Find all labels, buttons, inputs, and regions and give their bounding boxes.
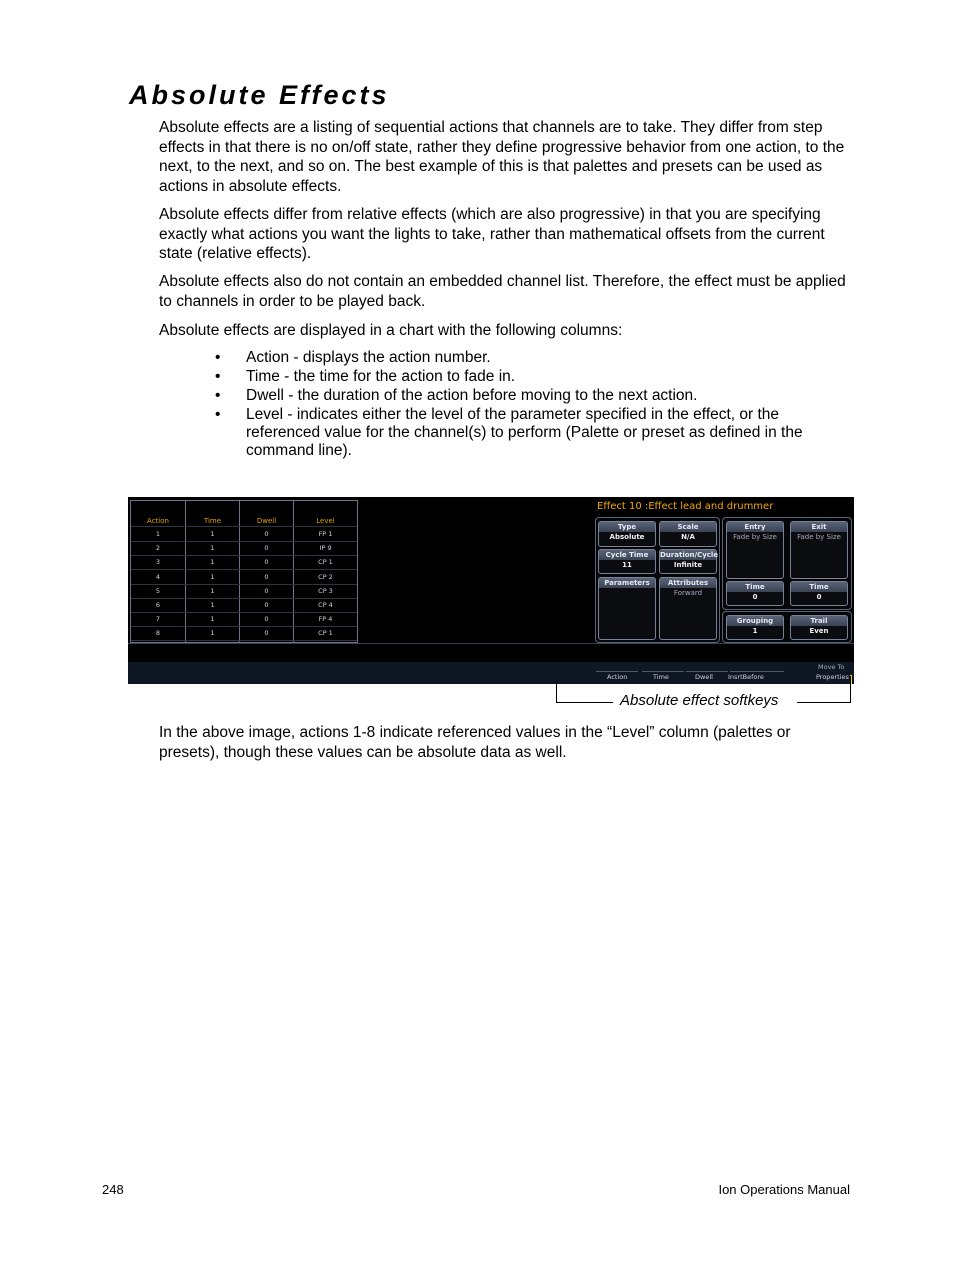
table-cell: 1: [210, 601, 215, 609]
attributes-value: Forward: [673, 589, 703, 597]
entry-time-button[interactable]: [726, 581, 784, 606]
table-row-line: [131, 584, 357, 585]
callout-bracket-left: [556, 682, 557, 702]
table-cell: 1: [210, 544, 215, 553]
table-cell: 0: [264, 629, 269, 638]
table-cell: CP 2: [318, 572, 333, 581]
table-cell: CP 3: [318, 586, 333, 595]
bullet-text: Action - displays the action number.: [246, 349, 491, 366]
table-row-line: [131, 555, 357, 556]
grouping-button[interactable]: [726, 615, 784, 640]
softkey-insert-before[interactable]: InsrtBefore: [728, 673, 764, 681]
table-cell: 0: [264, 558, 269, 567]
bullet-glyph: •: [215, 387, 221, 404]
type-value: Absolute: [609, 533, 645, 541]
table-cell: 0: [264, 544, 269, 553]
entry-button[interactable]: [726, 521, 784, 579]
scale-label: Scale: [660, 522, 716, 532]
console-screenshot: [128, 497, 854, 684]
cycle-time-button[interactable]: [598, 549, 656, 574]
type-label: Type: [599, 522, 655, 532]
exit-value: Fade by Size: [797, 533, 841, 541]
table-row-line: [131, 569, 357, 570]
table-cell: 8: [155, 629, 161, 638]
referenced-values-paragraph: In the above image, actions 1-8 indicate referenced values in the “Level” column (palettes or presets), though these values can be absolute data as well.: [159, 724, 791, 761]
attributes-button[interactable]: [659, 577, 717, 640]
table-cell: 0: [264, 530, 269, 538]
table-cell: 0: [264, 615, 269, 624]
exit-label: Exit: [791, 522, 847, 532]
softkey-time[interactable]: Time: [653, 673, 669, 681]
table-cell: 0: [264, 601, 269, 609]
table-cell: IP 9: [319, 544, 332, 553]
duration-cycle-value: Infinite: [673, 561, 703, 569]
entry-time-value: 0: [752, 593, 758, 601]
table-row-line: [131, 612, 357, 613]
bullet-text: Dwell - the duration of the action before moving to the next action.: [246, 387, 698, 404]
table-header-level: Level: [316, 517, 335, 525]
table-cell: 1: [210, 572, 215, 581]
chart-columns-paragraph: Absolute effects are displayed in a chart with the following columns:: [159, 322, 623, 339]
duration-cycle-label: Duration/Cycle: [660, 551, 719, 559]
softkey-separator: [642, 671, 684, 672]
softkey-dwell[interactable]: Dwell: [695, 673, 713, 681]
softkey-separator: [730, 671, 784, 672]
table-cell: 0: [264, 586, 269, 595]
table-cell: 4: [155, 572, 161, 581]
entry-time-label: Time: [727, 582, 783, 592]
softkeys-callout: Absolute effect softkeys: [620, 692, 779, 709]
table-cell: FP 1: [318, 530, 333, 538]
bullet-time: [159, 368, 849, 386]
relative-comparison-paragraph: Absolute effects differ from relative effects (which are also progressive) in that you are specifying exactly what actions you want the lights to take, rather than mathematical offsets from the current state (relative effects).: [159, 206, 825, 262]
table-cell: 1: [210, 558, 215, 567]
page-title: Absolute Effects: [129, 80, 390, 110]
exit-time-label: Time: [791, 582, 847, 592]
table-cell: 1: [210, 629, 215, 638]
bullet-glyph: •: [215, 406, 221, 423]
intro-paragraph: Absolute effects are a listing of sequential actions that channels are to take. They differ from step effects in that there is no on/off state, rather they define progressive behavior from one action, to the next, to the next, and so on. The best example of this is that palettes and presets can be used as actions in absolute effects.: [159, 119, 845, 195]
parameters-label: Parameters: [599, 578, 655, 588]
callout-line-right: [797, 702, 850, 703]
trail-label: Trail: [791, 616, 847, 626]
attributes-label: Attributes: [660, 578, 716, 588]
bullet-glyph: •: [215, 368, 221, 385]
table-cell: 1: [210, 615, 215, 624]
table-header-action: Action: [147, 517, 169, 525]
type-button[interactable]: [598, 521, 656, 547]
softkey-move-to[interactable]: Move To: [818, 663, 845, 671]
grouping-label: Grouping: [727, 616, 783, 626]
table-cell: 5: [155, 586, 161, 595]
bullet-text: Level - indicates either the level of the parameter specified in the effect, or the referenced value for the channel(s) to perform (Palette or preset as defined in the command line).: [246, 406, 803, 459]
effect-action-table: [130, 500, 358, 643]
cycle-time-label: Cycle Time: [599, 550, 655, 560]
scale-value: N/A: [681, 533, 695, 541]
table-cell: CP 1: [318, 629, 333, 638]
bullet-glyph: •: [215, 349, 221, 366]
exit-time-value: 0: [816, 593, 822, 601]
bullet-action: [159, 349, 849, 367]
grouping-value: 1: [752, 627, 758, 635]
exit-time-button[interactable]: [790, 581, 848, 606]
table-row-line: [131, 626, 357, 627]
table-row-line: [131, 541, 357, 542]
table-cell: 1: [210, 530, 215, 538]
console-divider: [128, 643, 854, 644]
page-number: 248: [102, 1182, 124, 1197]
scale-button[interactable]: [659, 521, 717, 547]
table-cell: 7: [155, 615, 161, 624]
trail-button[interactable]: [790, 615, 848, 640]
softkey-separator: [596, 671, 638, 672]
duration-cycle-button[interactable]: [659, 549, 717, 574]
table-cell: 2: [155, 544, 161, 553]
trail-value: Even: [809, 627, 829, 635]
table-row-line: [131, 526, 357, 527]
bullet-dwell: [159, 387, 849, 405]
channel-list-paragraph: Absolute effects also do not contain an embedded channel list. Therefore, the effect must be applied to channels in order to be played back.: [159, 273, 846, 310]
table-cell: 0: [264, 572, 269, 581]
bullet-level: [159, 406, 849, 460]
table-cell: CP 1: [318, 558, 333, 567]
softkey-action[interactable]: Action: [607, 673, 628, 681]
table-cell: FP 4: [318, 615, 333, 624]
column-bullet-list: [159, 349, 849, 461]
softkey-separator: [686, 671, 728, 672]
table-cell: 1: [210, 586, 215, 595]
table-cell: CP 4: [318, 601, 333, 609]
entry-label: Entry: [727, 522, 783, 532]
callout-bracket-right: [850, 676, 851, 703]
table-row-line: [131, 598, 357, 599]
effect-title: Effect 10 :Effect lead and drummer: [597, 501, 774, 512]
table-cell: 1: [155, 530, 161, 538]
entry-value: Fade by Size: [733, 533, 777, 541]
manual-title: Ion Operations Manual: [718, 1182, 850, 1197]
callout-line-left: [556, 702, 613, 703]
table-header-dwell: Dwell: [256, 517, 277, 525]
cycle-time-value: 11: [622, 561, 632, 569]
table-cell: 6: [155, 601, 161, 609]
table-header-time: Time: [203, 517, 222, 525]
bullet-text: Time - the time for the action to fade in.: [246, 368, 516, 385]
parameters-button[interactable]: [598, 577, 656, 640]
softkey-properties[interactable]: Properties: [816, 673, 849, 681]
exit-button[interactable]: [790, 521, 848, 579]
table-row-line: [131, 640, 357, 641]
table-cell: 3: [155, 558, 161, 567]
